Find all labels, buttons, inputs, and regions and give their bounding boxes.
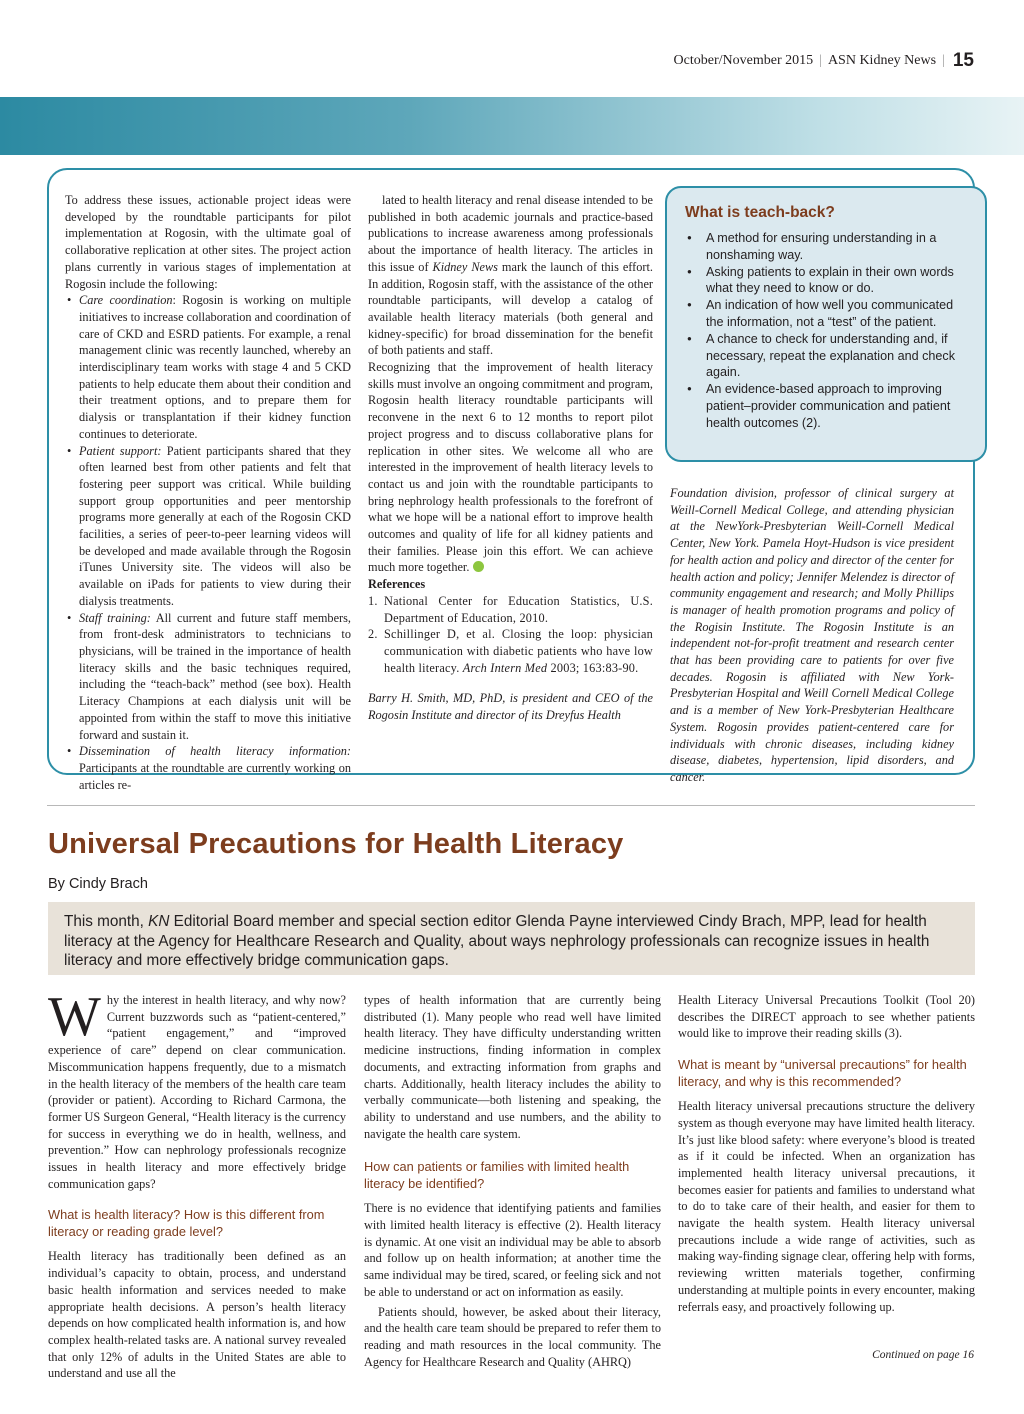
publication-name-italic: Kidney News [432,259,498,274]
reference-number: 1. [368,593,378,608]
intro-text: Editorial Board member and special section editor Glenda Payne interviewed Cindy Brach, MPP, lead for health literacy at the Agency for Healthcare Research and Quality, about ways nephrology professionals can recognize issues in health literacy and more effectively bridge communication gaps. [64,913,930,969]
answer-continued: types of health information that are currently being distributed (1). Many people who read well have limited health literacy. They have difficulty understanding written medicine instructions, finding information in complex documents, and extracting information from graphs and charts. Additionally, health literacy includes the ability to verbally communicate—both listening and speaking, the ability to understand and use numbers, and the ability to navigate the health care system. [364,993,661,1141]
header-separator-2: | [942,53,945,68]
bullet-text: Participants at the roundtable are currently working on articles re- [79,760,351,792]
continued-article-column-1 [65,192,351,793]
question-heading: How can patients or families with limited health literacy be identified? [364,1159,630,1192]
header-color-band [0,97,1024,155]
list-item [65,443,351,610]
page-number: 15 [952,50,974,71]
sidebar-heading: What is teach-back? [685,204,835,221]
answer-paragraph: There is no evidence that identifying patients and families with limited health literacy is effective (2). Health literacy is dynamic. At one visit an individual may be able to absorb and follow up on health information; at another time the same individual may be tired, scared, or feeling sick and not be able to understand or act on information as easily. [364,1201,661,1299]
teach-back-list [685,230,969,432]
action-plan-intro: To address these issues, actionable project ideas were developed by the roundtable participants for pilot implementation at Rogosin, with the ultimate goal of collaborative replication at other sites. The project action plans currently in various stages of implementation at Rogosin include the following: [65,193,351,291]
article-column-2 [364,992,661,1370]
answer-continued: Health Literacy Universal Precautions Toolkit (Tool 20) describes the DIRECT approach to see whether patients would like to improve their reading skills (3). [678,993,975,1041]
continued-on-notice: Continued on page 16 [872,1349,974,1361]
body-text: Recognizing that the improvement of health literacy skills must involve an ongoing commitment and program, Rogosin health literacy roundtable participants will reconvene in the next 6 to 12 months to report pilot project progress and to discuss collaborative plans for replication in other sites. We welcome all who are interested in the improvement of health literacy levels to contact us and join with the roundtable participants to bring nephrology health professionals to the forefront of what we hope will be a national effort to improve health outcomes and quality of life for all kidney patients and their families. Please join this effort. We can achieve much more together. [368,360,653,575]
list-item [65,610,351,744]
article-title: Universal Precautions for Health Literacy [48,828,624,860]
body-text: lated to health literacy and renal disease intended to be published in both academic journals and practice-based publications to increase awareness among professionals about the importance of health literacy. The articles in this issue of [368,193,653,274]
reference-text: Schillinger D, et al. Closing the loop: physician communication with diabetic patients who have low health literacy. [384,627,653,675]
continued-article-column-2 [368,192,653,724]
article-column-3 [678,992,975,1315]
publication-name: ASN Kidney News [827,53,937,68]
body-text: hy the interest in health literacy, and why now? Current buzzwords such as “patient-centered,” “patient engagement,” and “improved experience of care” depend on clear communication. Miscommunication happens frequently, due to a mismatch in the health literacy of the members of the health care team (provider or patient). According to Richard Carmona, the former US Surgeon General, “Health literacy is the currency for success in everything we do in health, wellness, and prevention.” How can nephrology professionals recognize issues in health literacy and more effectively bridge communication gaps? [48,993,346,1191]
article-intro-panel [48,902,975,975]
list-item [65,743,351,793]
reference-item [368,626,653,676]
question-heading: What is meant by “universal precautions” for health literacy, and why is this recommended? [678,1057,967,1090]
bullet-text: All current and future staff members, from front-desk administrators to technicians to physicians, will be trained in the importance of health literacy skills and the basic techniques required, including the “teach-back” method (see box). Health Literacy Champions at each dialysis unit will be appointed from within the staff to move this initiative forward and sustain it. [79,610,351,742]
reference-text: National Center for Education Statistics, U.S. Department of Education, 2010. [384,593,653,625]
references-heading: References [368,577,426,592]
bullet-term: Patient support: [79,443,162,458]
publication-abbrev: KN [148,913,170,930]
list-item: ● Asking patients to explain in their own words what they need to know or do. [685,264,969,298]
body-text: mark the launch of this effort. In addition, Rogosin staff, with the assistance of the other roundtable participants, will develop a catalog of available health literacy materials (both general and kidney-specific) for broad dissemination for the benefit of both patients and staff. [368,259,654,358]
answer-paragraph: Health literacy has traditionally been defined as an individual’s capacity to obtain, process, and understand basic health information and services needed to make appropriate health decisions. A person’s health literacy depends on how complicated health information is, and how complex health-related tasks are. A national survey revealed that only 12% of adults in the United States are able to understand and use all the [48,1249,346,1381]
question-heading: What is health literacy? How is this different from literacy or reading grade level? [48,1207,325,1240]
dissemination-continued [368,192,653,359]
header-separator: | [819,53,822,68]
end-of-article-mark [473,561,484,572]
drop-cap: W [48,986,101,1048]
action-plan-list [65,292,351,793]
bullet-term: Dissemination of health literacy information: [79,744,351,759]
closing-paragraph [368,359,653,576]
intro-text: This month, [64,913,149,930]
list-item: ● An evidence-based approach to improving patient–provider communication and patient health outcomes (2). [685,381,969,431]
teach-back-sidebar [665,186,987,462]
bullet-term: Care coordination [79,293,173,308]
author-bio-continued: Foundation division, professor of clinical surgery at Weill-Cornell Medical College, and attending physician at the NewYork-Presbyterian Weill-Cornell Medical Center, New York. Pamela Hoyt-Hudson is vice president for health action and policy and director of the center for health action and policy; Jennifer Melendez is director of community engagement and research; and Molly Phillips is manager of health promotion programs and policy of the Rogisin Institute. The Rogosin Institute is an independent not-for-profit treatment and research center that has been providing care to patients for over five decades. Rogosin is affiliated with New York-Presbyterian Hospital and Weill Cornell Medical College and is a member of New York-Presbyterian Healthcare System. Rogosin provides patient-centered care for individuals with chronic diseases, including kidney disease, diabetes, hypertension, lipid disorders, and cancer. [670,486,954,784]
running-header [674,50,974,72]
article-column-1 [48,986,346,1382]
byline: By Cindy Brach [48,876,148,892]
reference-citation: 2003; 163:83-90. [547,660,639,675]
author-bio-start: Barry H. Smith, MD, PhD, is president and CEO of the Rogosin Institute and director of its Dreyfus Health [368,691,653,723]
list-item: ● A chance to check for understanding and, if necessary, repeat the explanation and check again. [685,331,969,381]
answer-paragraph: Patients should, however, be asked about their literacy, and the health care team should be prepared to refer them to reading and math resources in the local community. The Agency for Healthcare Research and Quality (AHRQ) [364,1304,661,1369]
list-item [65,292,351,442]
bullet-term: Staff training: [79,610,151,625]
issue-date: October/November 2015 [673,53,814,68]
answer-paragraph: Health literacy universal precautions structure the delivery system as though everyone may have limited health literacy. It’s just like blood safety: where everyone’s blood is treated as if it could be infected. When an organization has implemented health literacy universal precautions, it becomes easier for patients and families to understand what to do to take care of their health, and easier for them to navigate the health system. Health literacy universal precautions include a wide range of activities, such as making way-finding signage clear, offering help with forms, reviewing written materials together, confirming understanding at multiple points in every encounter, making referrals easy, and proactively following up. [678,1099,975,1314]
list-item: ● An indication of how well you communicated the information, not a “test” of the patient. [685,297,969,331]
journal-name: Arch Intern Med [462,660,548,675]
references-list [368,593,653,677]
opening-paragraph [48,986,346,1192]
reference-item [368,593,653,626]
section-divider [47,805,975,806]
list-item: ● A method for ensuring understanding in a nonshaming way. [685,230,969,264]
bullet-text: Patient participants shared that they often learned best from other patients and felt that fostering peer support was critical. While building support group opportunities and peer mentorship programs more generally at each of the Rogosin CKD facilities, a series of peer-to-peer learning videos will be developed and made available through the Rogosin iTunes University site. The videos will also be available on iPads for patients to view during their dialysis treatments. [79,443,351,608]
bullet-text: : Rogosin is working on multiple initiatives to increase collaboration and coordination of care of CKD and ESRD patients. For example, a renal management clinic was recently launched, whereby an interdisciplinary team works with stage 4 and 5 CKD patients to help educate them about their condition and their treatment options, and to prepare them for dialysis or transplantation if their kidney function continues to deteriorate. [79,293,351,441]
reference-number: 2. [368,627,378,642]
